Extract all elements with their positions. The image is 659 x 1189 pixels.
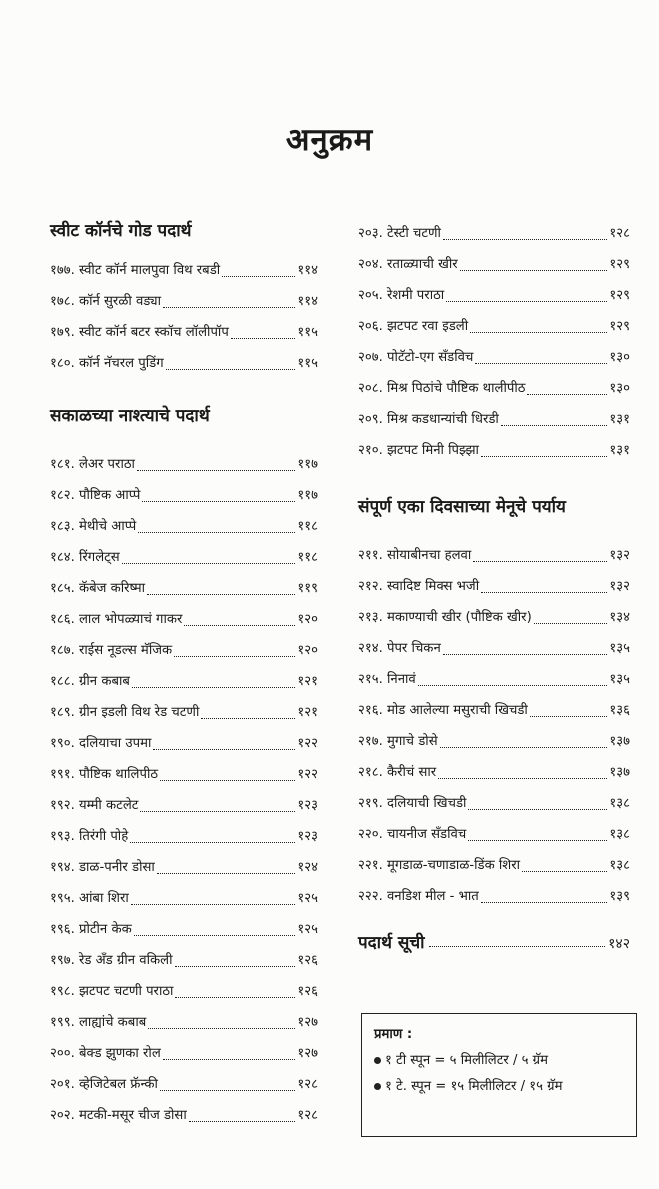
index-entry: [358, 930, 630, 953]
bullet-icon: [374, 1083, 381, 1090]
toc-entry[interactable]: [50, 480, 318, 511]
toc-entry[interactable]: [358, 311, 630, 342]
leader-dots: [443, 654, 608, 655]
toc-entry[interactable]: [358, 602, 630, 633]
toc-entry-label: २०८. मिश्र पिठांचे पौष्टिक थालीपीठ: [358, 381, 526, 396]
toc-entry-label: २१९. दलियाची खिचडी: [358, 796, 467, 811]
toc-entry-page: १२८: [609, 226, 630, 241]
toc-entry-label: १८३. मेथीचे आप्पे: [50, 519, 137, 534]
toc-entry-page: १३४: [609, 610, 630, 625]
toc-entry-page: १३२: [609, 579, 630, 594]
toc-entry-page: ११४: [297, 294, 318, 309]
toc-entry[interactable]: [50, 511, 318, 542]
toc-entry[interactable]: [358, 695, 630, 726]
toc-entry[interactable]: [358, 373, 630, 404]
leader-dots: [140, 811, 295, 812]
toc-entry-page: ११८: [297, 550, 318, 565]
measure-row: [374, 1076, 624, 1094]
leader-dots: [160, 780, 295, 781]
toc-entry-page: १२७: [297, 1015, 318, 1030]
toc-entry[interactable]: [50, 697, 318, 728]
toc-entry[interactable]: [50, 286, 318, 317]
toc-entry-page: १२५: [297, 891, 318, 906]
toc-entry-label: १९२. यम्मी कटलेट: [50, 798, 139, 813]
toc-entry-label: २१४. पेपर चिकन: [358, 641, 441, 656]
leader-dots: [160, 1090, 296, 1091]
toc-entry-label: १८९. ग्रीन इडली विथ रेड चटणी: [50, 705, 200, 720]
leader-dots: [175, 997, 295, 998]
leader-dots: [131, 904, 296, 905]
toc-entry[interactable]: [358, 218, 630, 249]
toc-entry-label: २०६. झटपट रवा इडली: [358, 319, 469, 334]
toc-entry-page: १३०: [609, 350, 630, 365]
toc-entry-label: १९६. प्रोटीन केक: [50, 922, 132, 937]
toc-entry-label: २१२. स्वादिष्ट मिक्स भजी: [358, 579, 480, 594]
toc-entry[interactable]: [50, 348, 318, 379]
toc-entry[interactable]: [358, 757, 630, 788]
section-heading-sweet-corn: स्वीट कॉर्नचे गोड पदार्थ: [50, 221, 192, 241]
toc-entry-label: १८१. लेअर पराठा: [50, 457, 135, 472]
toc-entry-page: १२६: [297, 984, 318, 999]
toc-entry[interactable]: [50, 821, 318, 852]
leader-dots: [481, 592, 607, 593]
toc-entry[interactable]: [358, 881, 630, 912]
toc-entry-page: ११८: [297, 519, 318, 534]
toc-entry-label: १९५. आंबा शिरा: [50, 891, 129, 906]
toc-entry[interactable]: [358, 726, 630, 757]
leader-dots: [470, 332, 607, 333]
leader-dots: [130, 842, 295, 843]
toc-entry-label: २१८. कैरीचं सार: [358, 765, 437, 780]
toc-entry[interactable]: [50, 1007, 318, 1038]
toc-entry-label: २२१. मूगडाळ-चणाडाळ-डिंक शिरा: [358, 858, 521, 873]
leader-dots: [189, 1121, 296, 1122]
toc-entry-page: ११९: [297, 581, 318, 596]
toc-entry[interactable]: [358, 633, 630, 664]
leader-dots: [166, 369, 296, 370]
toc-entry-label: १९०. दलियाचा उपमा: [50, 736, 152, 751]
toc-entry-label: १८८. ग्रीन कबाब: [50, 674, 130, 689]
leader-dots: [137, 470, 295, 471]
leader-dots: [534, 623, 608, 624]
toc-entry-page: १२४: [297, 860, 318, 875]
leader-dots: [440, 747, 608, 748]
toc-entry-label: १७७. स्वीट कॉर्न मालपुवा विथ रबडी: [50, 263, 221, 278]
toc-entry[interactable]: [50, 790, 318, 821]
toc-entry-page: १२२: [297, 767, 318, 782]
toc-entry[interactable]: [50, 1038, 318, 1069]
toc-entry-label: २०७. पोटॅटो-एग सॅंडविच: [358, 350, 474, 365]
toc-entry[interactable]: [358, 435, 630, 466]
leader-dots: [134, 935, 296, 936]
toc-entry[interactable]: [358, 540, 630, 571]
toc-entry-page: १३८: [609, 858, 630, 873]
leader-dots: [148, 1028, 295, 1029]
toc-entry-page: १२३: [297, 829, 318, 844]
leader-dots: [153, 749, 295, 750]
toc-entry-page: १२९: [609, 319, 630, 334]
toc-entry-label: २१७. मुगाचे डोसे: [358, 734, 438, 749]
toc-entry[interactable]: [358, 571, 630, 602]
section-heading-full-day-menu: संपूर्ण एका दिवसाच्या मेनूचे पर्याय: [358, 497, 566, 517]
toc-entry-page: १३७: [609, 765, 630, 780]
toc-entry-label: २०२. मटकी-मसूर चीज डोसा: [50, 1108, 187, 1123]
toc-entry-page: १३१: [609, 412, 630, 427]
toc-entry-page: १३०: [609, 381, 630, 396]
toc-entry-page: ११७: [297, 488, 318, 503]
toc-entry[interactable]: [50, 883, 318, 914]
toc-entry-label: १९४. डाळ-पनीर डोसा: [50, 860, 155, 875]
toc-entry[interactable]: [50, 449, 318, 480]
toc-entry-page: १३१: [609, 443, 630, 458]
full-day-menu-list: [358, 540, 630, 912]
toc-entry-label: २१३. मकाण्याची खीर (पौष्टिक खीर): [358, 610, 532, 625]
toc-entry[interactable]: [358, 788, 630, 819]
leader-dots: [201, 718, 295, 719]
toc-entry[interactable]: [50, 728, 318, 759]
toc-entry[interactable]: [50, 914, 318, 945]
toc-entry-page: १२८: [297, 1108, 318, 1123]
leader-dots: [163, 1059, 296, 1060]
leader-dots: [157, 873, 296, 874]
toc-entry-page: १२२: [297, 736, 318, 751]
bullet-icon: [374, 1057, 381, 1064]
toc-entry-label: २१५. निनावं: [358, 672, 416, 687]
toc-entry-label: १८७. राईस नूडल्स मॅजिक: [50, 643, 173, 658]
toc-entry-label: २१०. झटपट मिनी पिझ्झा: [358, 443, 479, 458]
toc-entry[interactable]: [50, 573, 318, 604]
toc-entry-label: २२०. चायनीज सॅंडविच: [358, 827, 467, 842]
toc-entry-page: १३५: [609, 672, 630, 687]
toc-entry-page: १३५: [609, 641, 630, 656]
index-page: १४२: [608, 936, 630, 952]
toc-entry-page: ११७: [297, 457, 318, 472]
toc-entry-label: १९३. तिरंगी पोहे: [50, 829, 129, 844]
leader-dots: [138, 532, 295, 533]
toc-entry-page: १२०: [297, 612, 318, 627]
toc-entry-page: १३६: [609, 703, 630, 718]
leader-dots: [473, 561, 607, 562]
leader-dots: [163, 307, 295, 308]
toc-entry-page: १२८: [297, 1077, 318, 1092]
measures-box: [361, 1013, 637, 1137]
toc-entry-label: १९१. पौष्टिक थालिपीठ: [50, 767, 159, 782]
leader-dots: [231, 338, 296, 339]
toc-entry-label: २२२. वनडिश मील - भात: [358, 889, 479, 904]
toc-entry-label: १९७. रेड अँड ग्रीन वकिली: [50, 953, 173, 968]
toc-entry[interactable]: [358, 850, 630, 881]
leader-dots: [142, 501, 295, 502]
toc-entry-label: १८०. कॉर्न नॅचरल पुडिंग: [50, 356, 164, 371]
toc-entry[interactable]: [50, 255, 318, 286]
toc-entry-page: १२५: [297, 922, 318, 937]
leader-dots: [481, 902, 608, 903]
toc-entry-label: १८२. पौष्टिक आप्पे: [50, 488, 141, 503]
toc-entry[interactable]: [358, 404, 630, 435]
toc-entry-label: २०४. रताळ्याची खीर: [358, 257, 458, 272]
leader-dots: [418, 685, 608, 686]
leader-dots: [147, 594, 295, 595]
toc-entry-label: १७९. स्वीट कॉर्न बटर स्कॉच लॉलीपॉप: [50, 325, 229, 340]
toc-entry-page: १३८: [609, 827, 630, 842]
toc-entry-label: १८५. कॅबेज करिष्मा: [50, 581, 145, 596]
toc-entry[interactable]: [50, 852, 318, 883]
leader-dots: [460, 270, 608, 271]
toc-entry[interactable]: [50, 945, 318, 976]
index-label: पदार्थ सूची: [358, 933, 425, 953]
toc-entry-label: २०३. टेस्टी चटणी: [358, 226, 441, 241]
toc-entry-page: १२९: [609, 288, 630, 303]
right-column: [358, 218, 630, 953]
breakfast-list: [50, 449, 318, 1131]
leader-dots: [468, 809, 607, 810]
leader-dots: [443, 239, 607, 240]
toc-entry[interactable]: [50, 976, 318, 1007]
measures-title: प्रमाण :: [374, 1027, 413, 1042]
toc-entry[interactable]: [50, 1100, 318, 1131]
breakfast-list-continued: [358, 218, 630, 466]
toc-entry[interactable]: [50, 666, 318, 697]
leader-dots: [184, 625, 295, 626]
leader-dots: [122, 563, 296, 564]
toc-entry-label: २११. सोयाबीनचा हलवा: [358, 548, 472, 563]
toc-entry-page: १२३: [297, 798, 318, 813]
toc-entry-page: ११५: [297, 356, 318, 371]
toc-entry[interactable]: [50, 759, 318, 790]
leader-dots: [132, 687, 295, 688]
toc-entry[interactable]: [358, 664, 630, 695]
toc-entry-page: १२६: [297, 953, 318, 968]
toc-entry[interactable]: [50, 542, 318, 573]
toc-entry-page: १२१: [297, 705, 318, 720]
leader-dots: [174, 656, 295, 657]
leader-dots: [475, 363, 607, 364]
toc-entry[interactable]: [358, 249, 630, 280]
toc-entry-page: १३७: [609, 734, 630, 749]
toc-entry-page: १२१: [297, 674, 318, 689]
toc-entry[interactable]: [50, 604, 318, 635]
toc-entry[interactable]: [50, 317, 318, 348]
toc-entry-page: १२०: [297, 643, 318, 658]
toc-entry-page: ११५: [297, 325, 318, 340]
sweet-corn-list: [50, 255, 318, 379]
section-heading-breakfast: सकाळच्या नाश्त्याचे पदार्थ: [50, 406, 210, 426]
page-title: अनुक्रम: [285, 122, 374, 158]
toc-entry-label: १८४. रिंगलेट्स: [50, 550, 120, 565]
toc-entry-label: १७८. कॉर्न सुरळी वड्या: [50, 294, 162, 309]
toc-entry-page: १३८: [609, 796, 630, 811]
leader-dots: [446, 301, 607, 302]
toc-entry-label: १९८. झटपट चटणी पराठा: [50, 984, 174, 999]
leader-dots: [522, 871, 607, 872]
measure-text: १ टी स्पून = ५ मिलीलिटर / ५ ग्रॅम: [385, 1053, 548, 1068]
toc-entry-label: २०१. व्हेजिटेबल फ्रॅन्की: [50, 1077, 158, 1092]
toc-entry-label: १९९. लाह्यांचे कबाब: [50, 1015, 147, 1030]
toc-entry[interactable]: [358, 819, 630, 850]
toc-entry-page: १३२: [609, 548, 630, 563]
toc-entry[interactable]: [50, 635, 318, 666]
leader-dots: [468, 840, 607, 841]
leader-dots: [222, 276, 295, 277]
toc-entry-page: १२७: [297, 1046, 318, 1061]
measure-text: १ टे. स्पून = १५ मिलीलिटर / १५ ग्रॅम: [385, 1079, 563, 1094]
leader-dots: [438, 778, 607, 779]
toc-entry-label: २१६. मोड आलेल्या मसुराची खिचडी: [358, 703, 528, 718]
leader-dots: [429, 946, 606, 947]
toc-entry-label: २००. बेक्ड झुणका रोल: [50, 1046, 161, 1061]
toc-entry-label: २०९. मिश्र कडधान्यांची धिरडी: [358, 412, 499, 427]
toc-entry[interactable]: [358, 280, 630, 311]
leader-dots: [527, 394, 607, 395]
measure-row: [374, 1050, 624, 1068]
leader-dots: [481, 456, 607, 457]
leader-dots: [501, 425, 608, 426]
toc-entry-label: १८६. लाल भोपळ्याचं गाकर: [50, 612, 183, 627]
toc-entry-page: ११४: [297, 263, 318, 278]
toc-entry-page: १२९: [609, 257, 630, 272]
leader-dots: [530, 716, 608, 717]
toc-entry[interactable]: [358, 342, 630, 373]
left-column: [50, 218, 318, 1131]
toc-entry-page: १३९: [609, 889, 630, 904]
toc-entry-label: २०५. रेशमी पराठा: [358, 288, 445, 303]
leader-dots: [175, 966, 296, 967]
toc-entry[interactable]: [50, 1069, 318, 1100]
